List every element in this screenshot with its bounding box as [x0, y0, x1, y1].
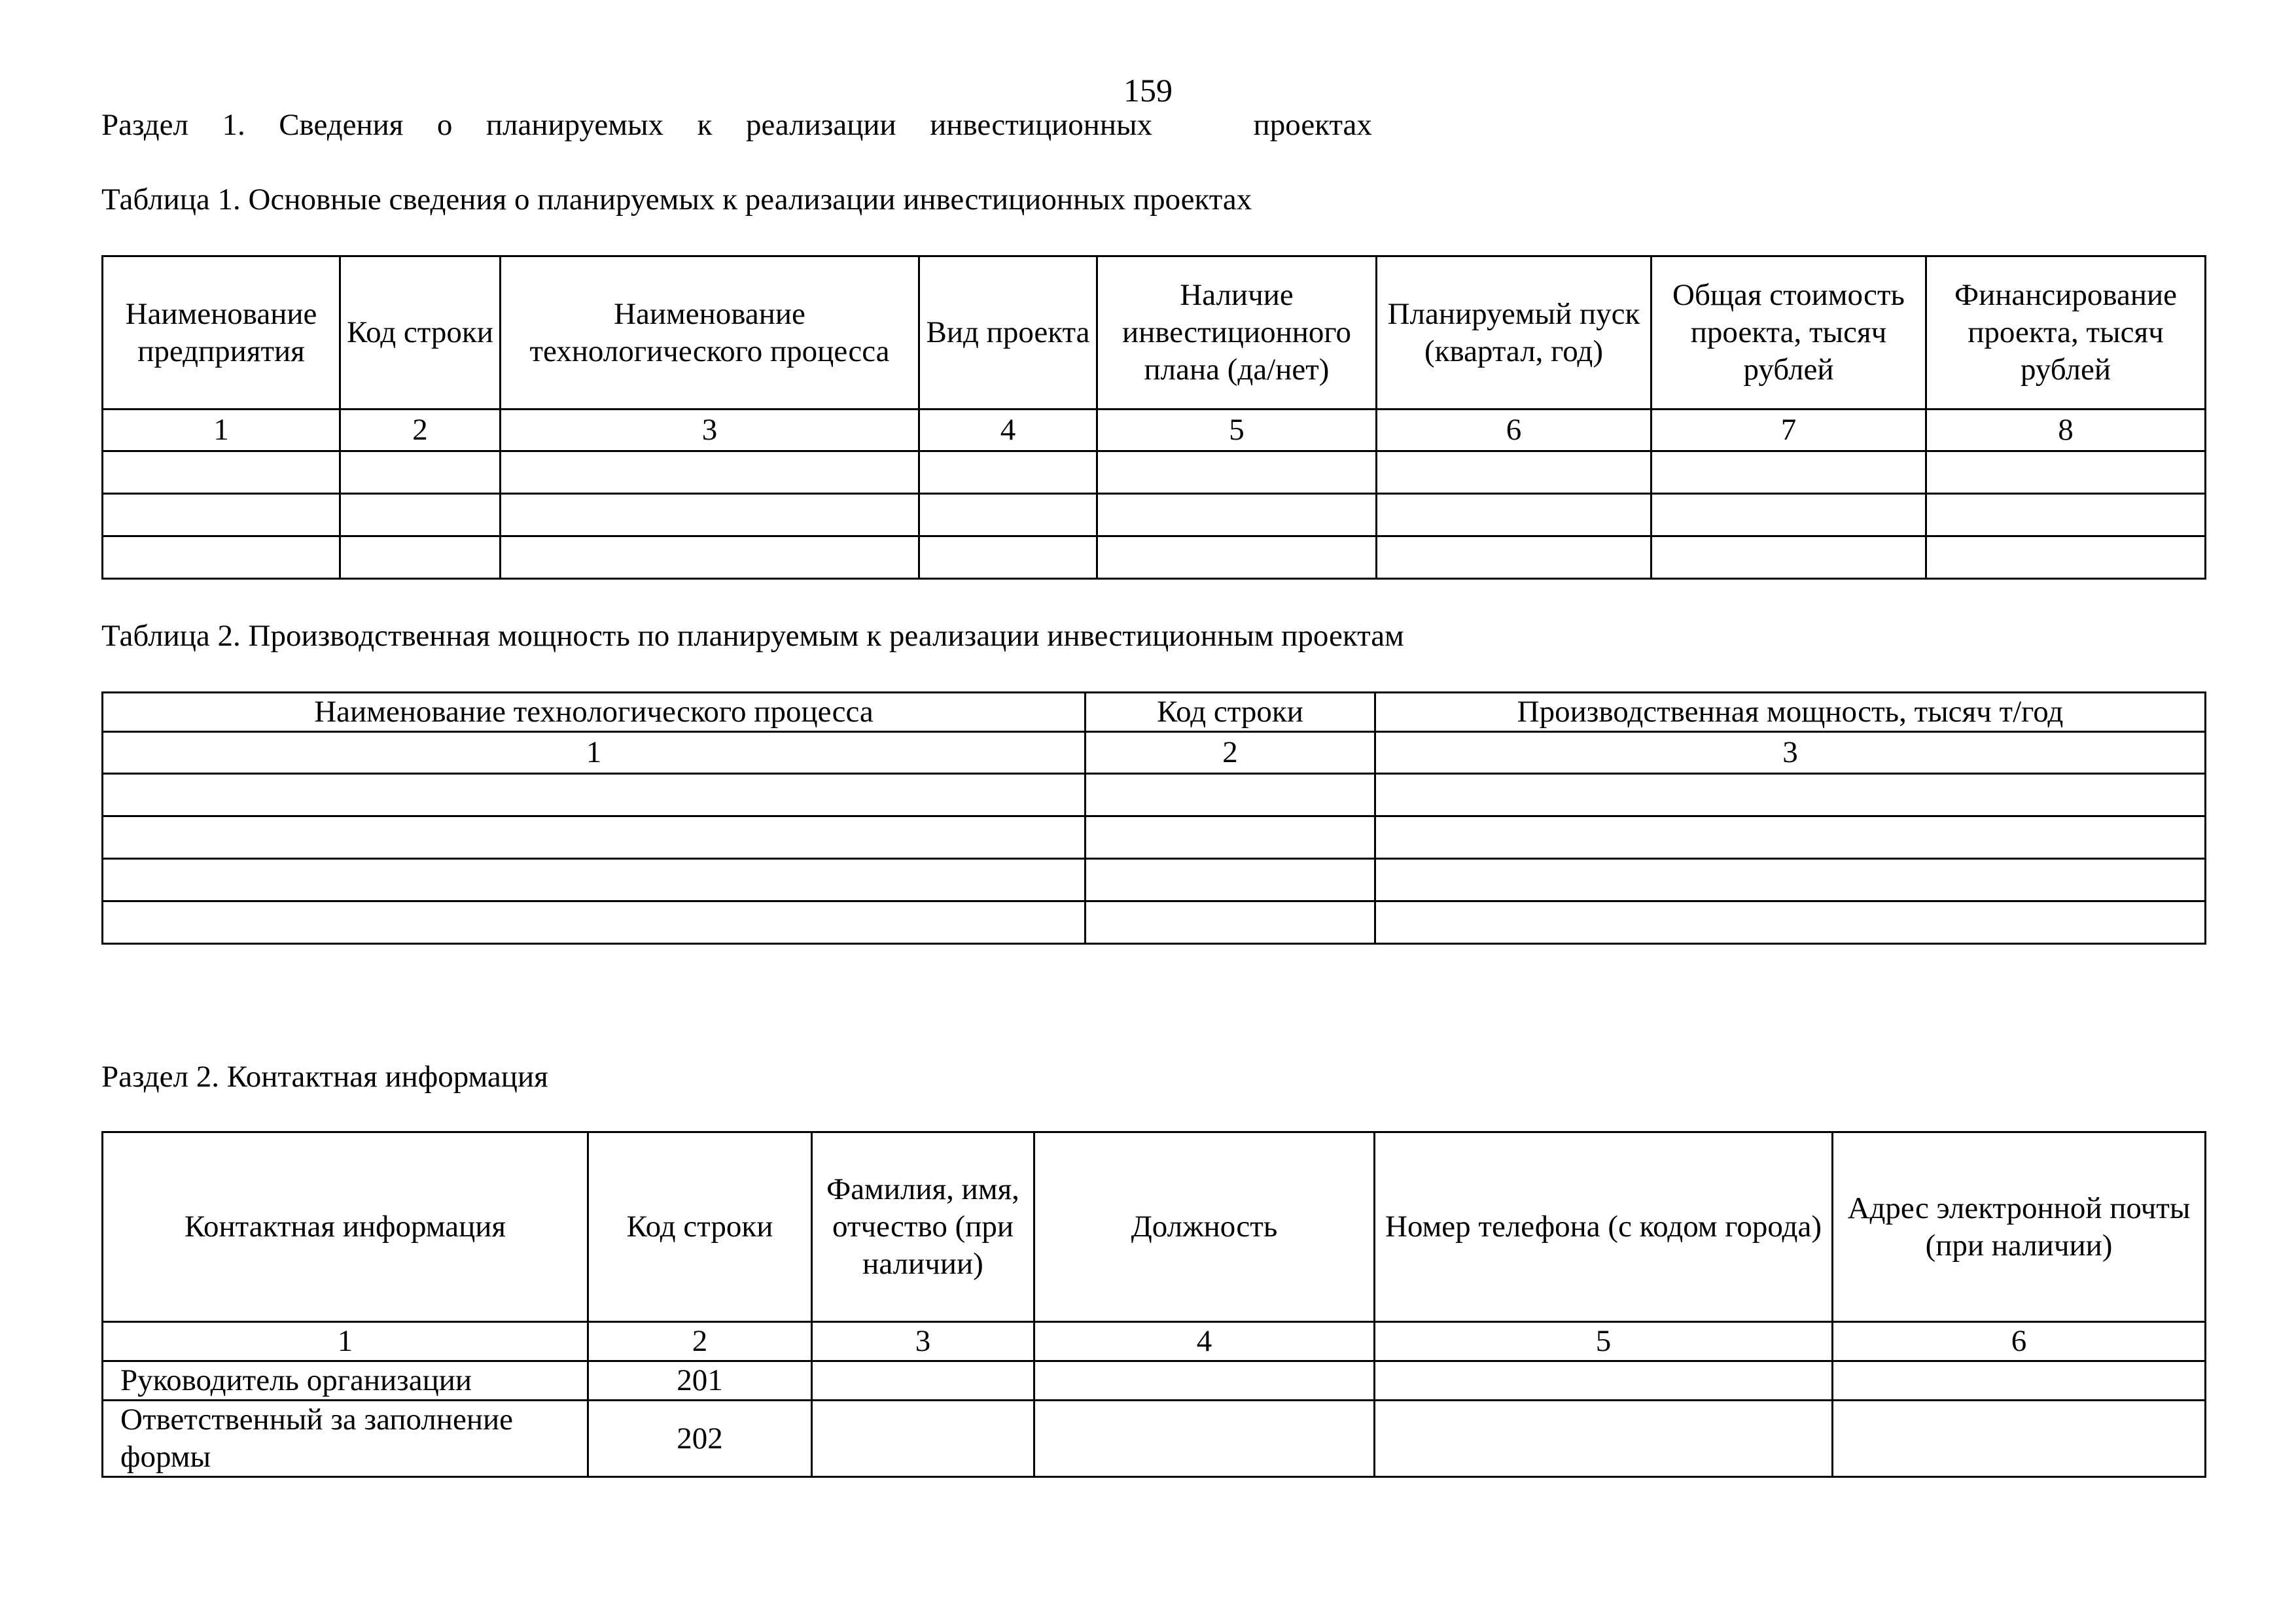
- contact-role: Ответственный за заполнение формы: [103, 1401, 588, 1477]
- header-email: Адрес электронной почты (при наличии): [1833, 1132, 2206, 1322]
- header-project-type: Вид проекта: [919, 256, 1097, 410]
- column-number: 1: [103, 732, 1086, 774]
- header-row-code: Код строки: [588, 1132, 812, 1322]
- section-1-title: Раздел 1. Сведения о планируемых к реализации инвестиционных проектах: [101, 108, 1372, 142]
- empty-cell[interactable]: [103, 859, 1086, 901]
- phone-cell[interactable]: [1375, 1401, 1833, 1477]
- column-number: 1: [103, 410, 340, 451]
- column-number: 6: [1377, 410, 1651, 451]
- empty-cell[interactable]: [103, 816, 1086, 859]
- contact-info-table: [101, 1131, 2206, 1478]
- empty-cell[interactable]: [1097, 451, 1377, 494]
- empty-cell[interactable]: [1086, 859, 1375, 901]
- column-number: 2: [588, 1322, 812, 1361]
- header-full-name: Фамилия, имя, отчество (при наличии): [812, 1132, 1034, 1322]
- empty-cell[interactable]: [340, 536, 501, 579]
- table-header-row: [103, 1132, 2206, 1322]
- full-name-cell[interactable]: [812, 1401, 1034, 1477]
- table-row: [103, 536, 2206, 579]
- header-row-code: Код строки: [1086, 693, 1375, 732]
- position-cell[interactable]: [1034, 1361, 1375, 1401]
- empty-cell[interactable]: [501, 536, 919, 579]
- column-number: 4: [919, 410, 1097, 451]
- position-cell[interactable]: [1034, 1401, 1375, 1477]
- page-number: 159: [1123, 72, 1173, 109]
- column-number-row: [103, 732, 2206, 774]
- empty-cell[interactable]: [1377, 494, 1651, 536]
- table-row: [103, 816, 2206, 859]
- section-2-title: Раздел 2. Контактная информация: [101, 1060, 548, 1094]
- empty-cell[interactable]: [1375, 774, 2206, 816]
- table-header-row: [103, 256, 2206, 410]
- header-phone: Номер телефона (с кодом города): [1375, 1132, 1833, 1322]
- header-capacity: Производственная мощность, тысяч т/год: [1375, 693, 2206, 732]
- empty-cell[interactable]: [340, 451, 501, 494]
- table-1-caption: Таблица 1. Основные сведения о планируемых к реализации инвестиционных проектах: [101, 183, 1252, 217]
- empty-cell[interactable]: [919, 494, 1097, 536]
- header-contact-info: Контактная информация: [103, 1132, 588, 1322]
- table-row: [103, 1401, 2206, 1477]
- table-2-caption: Таблица 2. Производственная мощность по планируемым к реализации инвестиционным проектам: [101, 619, 1404, 653]
- table-header-row: [103, 693, 2206, 732]
- header-process-name: Наименование технологического процесса: [501, 256, 919, 410]
- contact-role: Руководитель организации: [103, 1361, 588, 1401]
- empty-cell[interactable]: [1926, 451, 2206, 494]
- empty-cell[interactable]: [1086, 901, 1375, 944]
- column-number: 2: [1086, 732, 1375, 774]
- column-number: 3: [1375, 732, 2206, 774]
- empty-cell[interactable]: [1926, 536, 2206, 579]
- column-number: 8: [1926, 410, 2206, 451]
- column-number: 3: [812, 1322, 1034, 1361]
- table-row: [103, 774, 2206, 816]
- column-number: 5: [1375, 1322, 1833, 1361]
- empty-cell[interactable]: [1651, 494, 1926, 536]
- header-process-name: Наименование технологического процесса: [103, 693, 1086, 732]
- empty-cell[interactable]: [1377, 536, 1651, 579]
- header-financing: Финансирование проекта, тысяч рублей: [1926, 256, 2206, 410]
- empty-cell[interactable]: [103, 774, 1086, 816]
- email-cell[interactable]: [1833, 1361, 2206, 1401]
- empty-cell[interactable]: [1375, 901, 2206, 944]
- column-number: 6: [1833, 1322, 2206, 1361]
- empty-cell[interactable]: [1086, 816, 1375, 859]
- empty-cell[interactable]: [501, 451, 919, 494]
- header-row-code: Код строки: [340, 256, 501, 410]
- empty-cell[interactable]: [103, 494, 340, 536]
- investment-projects-table: [101, 255, 2206, 580]
- empty-cell[interactable]: [1926, 494, 2206, 536]
- row-code: 202: [588, 1401, 812, 1477]
- empty-cell[interactable]: [501, 494, 919, 536]
- phone-cell[interactable]: [1375, 1361, 1833, 1401]
- empty-cell[interactable]: [1377, 451, 1651, 494]
- empty-cell[interactable]: [1651, 451, 1926, 494]
- email-cell[interactable]: [1833, 1401, 2206, 1477]
- column-number: 4: [1034, 1322, 1375, 1361]
- empty-cell[interactable]: [1375, 859, 2206, 901]
- table-row: [103, 859, 2206, 901]
- header-total-cost: Общая стоимость проекта, тысяч рублей: [1651, 256, 1926, 410]
- column-number: 2: [340, 410, 501, 451]
- empty-cell[interactable]: [340, 494, 501, 536]
- table-row: [103, 901, 2206, 944]
- column-number: 5: [1097, 410, 1377, 451]
- column-number: 3: [501, 410, 919, 451]
- column-number: 1: [103, 1322, 588, 1361]
- empty-cell[interactable]: [1097, 536, 1377, 579]
- production-capacity-table: [101, 691, 2206, 945]
- empty-cell[interactable]: [1651, 536, 1926, 579]
- header-investment-plan: Наличие инвестиционного плана (да/нет): [1097, 256, 1377, 410]
- header-position: Должность: [1034, 1132, 1375, 1322]
- empty-cell[interactable]: [919, 451, 1097, 494]
- column-number: 7: [1651, 410, 1926, 451]
- empty-cell[interactable]: [103, 901, 1086, 944]
- table-row: [103, 451, 2206, 494]
- column-number-row: [103, 1322, 2206, 1361]
- empty-cell[interactable]: [1097, 494, 1377, 536]
- empty-cell[interactable]: [103, 536, 340, 579]
- column-number-row: [103, 410, 2206, 451]
- table-row: [103, 494, 2206, 536]
- header-enterprise-name: Наименование предприятия: [103, 256, 340, 410]
- empty-cell[interactable]: [103, 451, 340, 494]
- table-row: [103, 1361, 2206, 1401]
- header-planned-launch: Планируемый пуск (квартал, год): [1377, 256, 1651, 410]
- row-code: 201: [588, 1361, 812, 1401]
- full-name-cell[interactable]: [812, 1361, 1034, 1401]
- empty-cell[interactable]: [1375, 816, 2206, 859]
- empty-cell[interactable]: [919, 536, 1097, 579]
- empty-cell[interactable]: [1086, 774, 1375, 816]
